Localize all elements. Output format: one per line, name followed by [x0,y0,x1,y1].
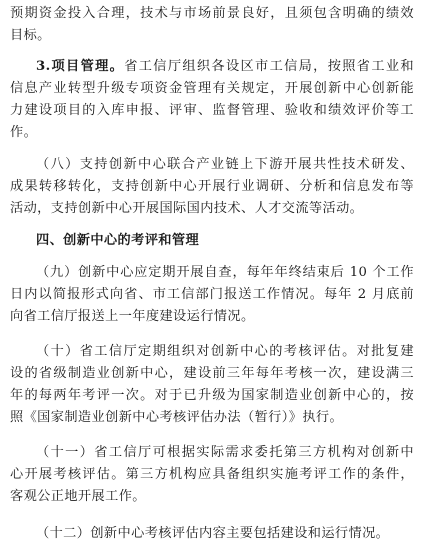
text-line: 成果转移转化，支持创新中心开展行业调研、分析和信息发布等 [10,179,414,194]
paragraph-funding-goals [10,3,414,47]
text-line: 作。 [10,125,38,140]
text-line: （十二）创新中心考核评估内容主要包括建设和运行情况。 [36,526,390,541]
text-line: 活动，支持创新中心开展国际国内技术、人才交流等活动。 [10,201,364,216]
text-line: 日内以简报形式向省、市工信部门报送工作情况。每年 2 月底前 [10,287,414,302]
text-line: 照《国家制造业创新中心考核评估办法（暂行）》执行。 [10,410,344,425]
text-line: 力建设项目的入库申报、评审、监督管理、验收和绩效评价等工 [10,103,414,118]
item-lead: 3.项目管理。 [36,59,125,74]
text-line: （九）创新中心应定期开展自查，每年年终结束后 10 个工作 [36,265,414,280]
text-line: 预期资金投入合理，技术与市场前景良好，且须包含明确的绩效 [10,6,414,21]
section-heading-4 [10,230,414,252]
paragraph-item-9 [10,262,414,328]
text-line: 年的每两年考评一次。对于已升级为国家制造业创新中心的，按 [10,388,414,403]
text-line: 设的省级制造业创新中心，建设前三年每年考核一次，建设满三 [10,366,414,381]
text-line: （十一）省工信厅可根据实际需求委托第三方机构对创新中 [36,445,414,460]
paragraph-item-8 [10,154,414,220]
text-line: 目标。 [10,28,51,43]
text-line [10,56,414,78]
text-line: （十）省工信厅定期组织对创新中心的考核评估。对批复建 [36,344,414,359]
text-line: 信息产业转型升级专项资金管理有关规定，开展创新中心创新能 [10,81,414,96]
text-line: 向省工信厅报送上一年度建设运行情况。 [10,309,255,324]
text-line: 心开展考核评估。第三方机构应具备组织实施考评工作的条件， [10,467,414,482]
paragraph-item-10 [10,341,414,429]
text-line: 客观公正地开展工作。 [10,489,146,504]
paragraph-item-12 [10,523,414,545]
section-title: 四、创新中心的考评和管理 [36,233,200,248]
paragraph-item-11 [10,442,414,508]
text-segment: 省工信厅组织各设区市工信局，按照省工业和 [124,59,414,74]
paragraph-project-management [10,56,414,144]
text-line: （八）支持创新中心联合产业链上下游开展共性技术研发、 [36,157,414,172]
